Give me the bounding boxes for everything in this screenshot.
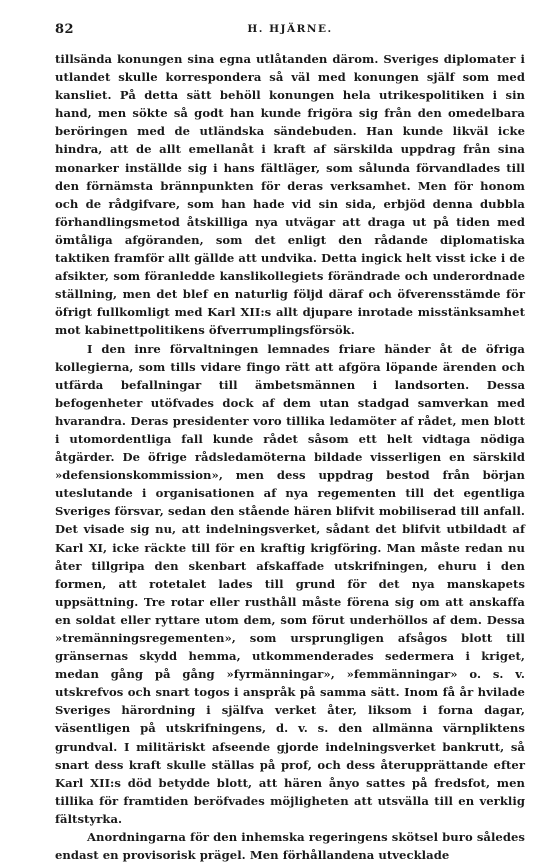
body-text — [55, 50, 525, 864]
page-number: 82 — [55, 22, 75, 37]
paragraph-arrangements: Anordningarna för den inhemska regeringens skötsel buro således endast en provisorisk prägel. Men förhållandena utvecklade — [55, 830, 525, 863]
paragraph-continued: tillsända konungen sina egna utlåtanden därom. Sveriges diplomater i utlandet skulle korrespondera så väl med konungen själf som med kansliet. På detta sätt behöll konungen hela utrikespolitiken i sin hand, men sökte så godt han kunde frigöra sig från den omedelbara beröringen med de utländska sändebuden. Han kunde likväl icke hindra, att de allt emellanåt i kraft af särskilda uppdrag från sina monarker inställde sig i hans fältläger, som sålunda förvandlades till den förnämsta brännpunkten för deras verksamhet. Men för honom och de rådgifvare, som han hade vid sin sida, erbjöd denna dubbla förhandlingsmetod åtskilliga nya utvägar att draga ut på tiden med ömtåliga afgöranden, som det enligt den rådande diplomatiska taktiken framför allt gällde att undvika. Detta ingick helt visst icke i de afsikter, som föranledde kanslikollegiets förändrade och underordnade ställning, men det blef en naturlig följd däraf och öfverensstämde för öfrigt fullkomligt med Karl XII:s allt djupare inrotade misstänksamhet mot kabinettpolitikens öfverrumplingsförsök. — [55, 52, 525, 338]
paragraph-inner-administration: I den inre förvaltningen lemnades friare händer åt de öfriga kollegierna, som tills vidare fingo rätt att afgöra löpande ärenden och utfärda befallningar till ämbetsmännen i landsorten. Dessa befogenheter utöfvades dock af dem utan stadgad samverkan med hvarandra. Deras presidenter voro tillika ledamöter af rådet, men blott i utomordentliga fall kunde rådet såsom ett helt vidtaga nödiga åtgärder. De öfrige rådsledamöterna bildade visserligen en särskild »defensionskommission», men dess uppdrag bestod från början uteslutande i organisationen af nya regementen till det egentliga Sveriges försvar, sedan den stående hären blifvit mobiliserad till anfall. Det visade sig nu, att indelningsverket, sådant det blifvit utbildadt af Karl XI, icke räckte till för en kraftig krigföring. Man måste redan nu åter tillgripa den skenbart afskaffade utskrifningen, ehuru i den formen, att rotetalet lades till grund för det nya manskapets uppsättning. Tre rotar eller rusthåll måste förena sig om att anskaffa en soldat eller ryttare utom dem, som förut underhöllos af dem. Dessa »tremänningsregementen», som ursprungligen afsågos blott till gränsernas skydd hemma, utkommenderades sedermera i kriget, medan gång på gång »fyrmänningar», »femmänningar» o. s. v. utskrefvos och snart togos i anspråk på samma sätt. Inom få år hvilade Sveriges härordning i själfva verket åter, liksom i forna dagar, väsentligen på utskrifningens, d. v. s. den allmänna värnpliktens grundval. I militäriskt afseende gjorde indelningsverket bankrutt, så snart dess kraft skulle ställas på prof, och dess återupprättande efter Karl XII:s död betydde blott, att hären ånyo sattes på fredsfot, men tillika för framtiden beröfvades möjligheten att utsvälla till en verklig fältstyrka. — [55, 341, 525, 826]
page-header — [55, 22, 525, 44]
book-page — [55, 22, 525, 864]
running-head: H. HJÄRNE. — [247, 23, 333, 35]
